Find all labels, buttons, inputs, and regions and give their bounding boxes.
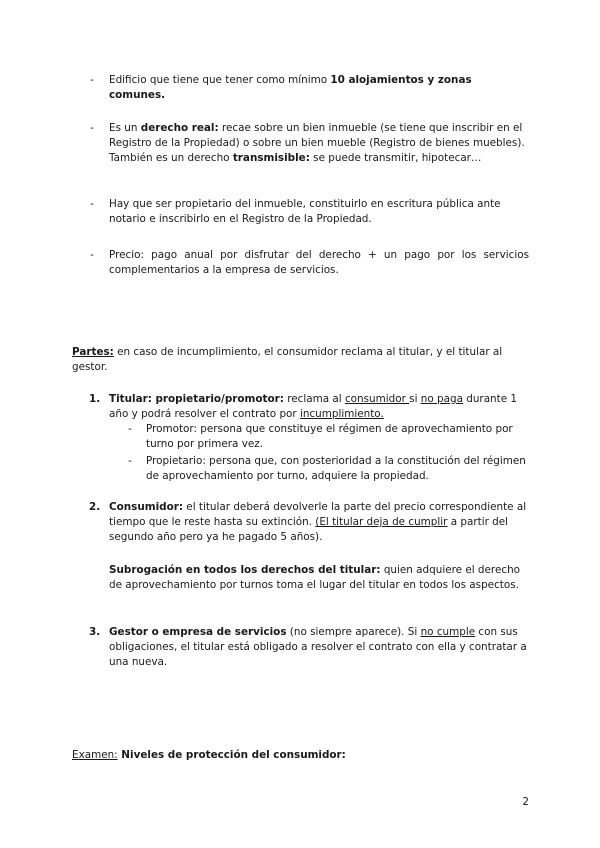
sub-bullet-dash: - xyxy=(128,455,132,467)
underlined-run: incumplimiento. xyxy=(299,408,384,421)
item-text xyxy=(109,392,529,422)
text-run: quien adquiere el derecho de aprovechamiento por turnos toma el lugar del titular en todos los aspectos. xyxy=(109,564,521,592)
text-run: a partir del segundo año pero ya he pagado 5 años). xyxy=(109,516,509,544)
bullet-text: Hay que ser propietario del inmueble, constituirlo en escritura pública ante notario e inscribirlo en el Registro de la Propiedad. xyxy=(109,198,501,226)
text-run: con sus obligaciones, el titular está obligado a resolver el contrato con ella y contratar a una nueva. xyxy=(109,626,527,669)
bullet-text xyxy=(109,121,527,167)
examen-title: Niveles de protección del consumidor: xyxy=(117,749,346,761)
text-run: si xyxy=(409,393,421,405)
examen-heading xyxy=(72,748,532,763)
page-number: 2 xyxy=(522,796,529,808)
bullet-text xyxy=(109,73,529,103)
underlined-run: no paga xyxy=(420,393,463,405)
bullet-dash: - xyxy=(90,74,94,86)
bold-run: Titular: propietario/promotor: xyxy=(109,393,284,405)
bold-run: 10 alojamientos y zonas comunes. xyxy=(109,74,472,102)
sub-bullet-text: Propietario: persona que, con posterioridad a la constitución del régimen de aprovechamiento por turno, adquiere la propiedad. xyxy=(146,455,526,483)
bullet-text: Precio: pago anual por disfrutar del derecho + un pago por los servicios complementarios a la empresa de servicios. xyxy=(109,249,529,277)
bullet-dash: - xyxy=(90,198,94,210)
text-run: reclama al xyxy=(283,393,345,405)
bullet-dash: - xyxy=(90,249,94,261)
item-text xyxy=(109,500,529,546)
text-run: recae sobre un bien inmueble (se tiene que inscribir en el Registro de la Propiedad) o sobre un bien mueble (Registro de bienes muebles). También es un derecho xyxy=(109,122,525,165)
partes-text: en caso de incumplimiento, el consumidor reclama al titular, y el titular al gestor. xyxy=(72,346,503,374)
bold-run: derecho real: xyxy=(140,122,219,134)
text-run: Es un xyxy=(109,122,141,134)
bold-run: transmisible: xyxy=(232,152,310,165)
underlined-run: consumidor xyxy=(344,393,410,405)
partes-label: Partes: xyxy=(72,346,114,358)
bold-run: Consumidor: xyxy=(109,501,183,513)
bullet-dash: - xyxy=(90,122,94,134)
item-text xyxy=(109,625,529,671)
text-run: durante 1 año y podrá resolver el contrato por xyxy=(109,393,518,421)
item-number: 3. xyxy=(89,626,101,638)
subrogacion-text xyxy=(109,563,529,593)
sub-bullet-dash: - xyxy=(128,423,132,435)
underlined-run: (El titular deja de cumplir xyxy=(315,516,448,529)
examen-label: Examen: xyxy=(72,749,118,761)
underlined-run: no cumple xyxy=(420,626,476,638)
partes-paragraph xyxy=(72,345,532,375)
text-run: Edificio que tiene que tener como mínimo xyxy=(109,74,331,86)
bold-run: Subrogación en todos los derechos del titular: xyxy=(109,564,381,576)
text-run: el titular deberá devolverle la parte del precio correspondiente al tiempo que le reste hasta su extinción. xyxy=(109,501,527,529)
item-number: 1. xyxy=(89,393,101,405)
item-number: 2. xyxy=(89,501,101,513)
text-run: se puede transmitir, hipotecar… xyxy=(309,152,482,165)
bold-run: Gestor o empresa de servicios xyxy=(109,626,287,638)
text-run: (no siempre aparece). Si xyxy=(286,626,421,638)
sub-bullet-text: Promotor: persona que constituye el régimen de aprovechamiento por turno por primera vez. xyxy=(146,423,513,451)
